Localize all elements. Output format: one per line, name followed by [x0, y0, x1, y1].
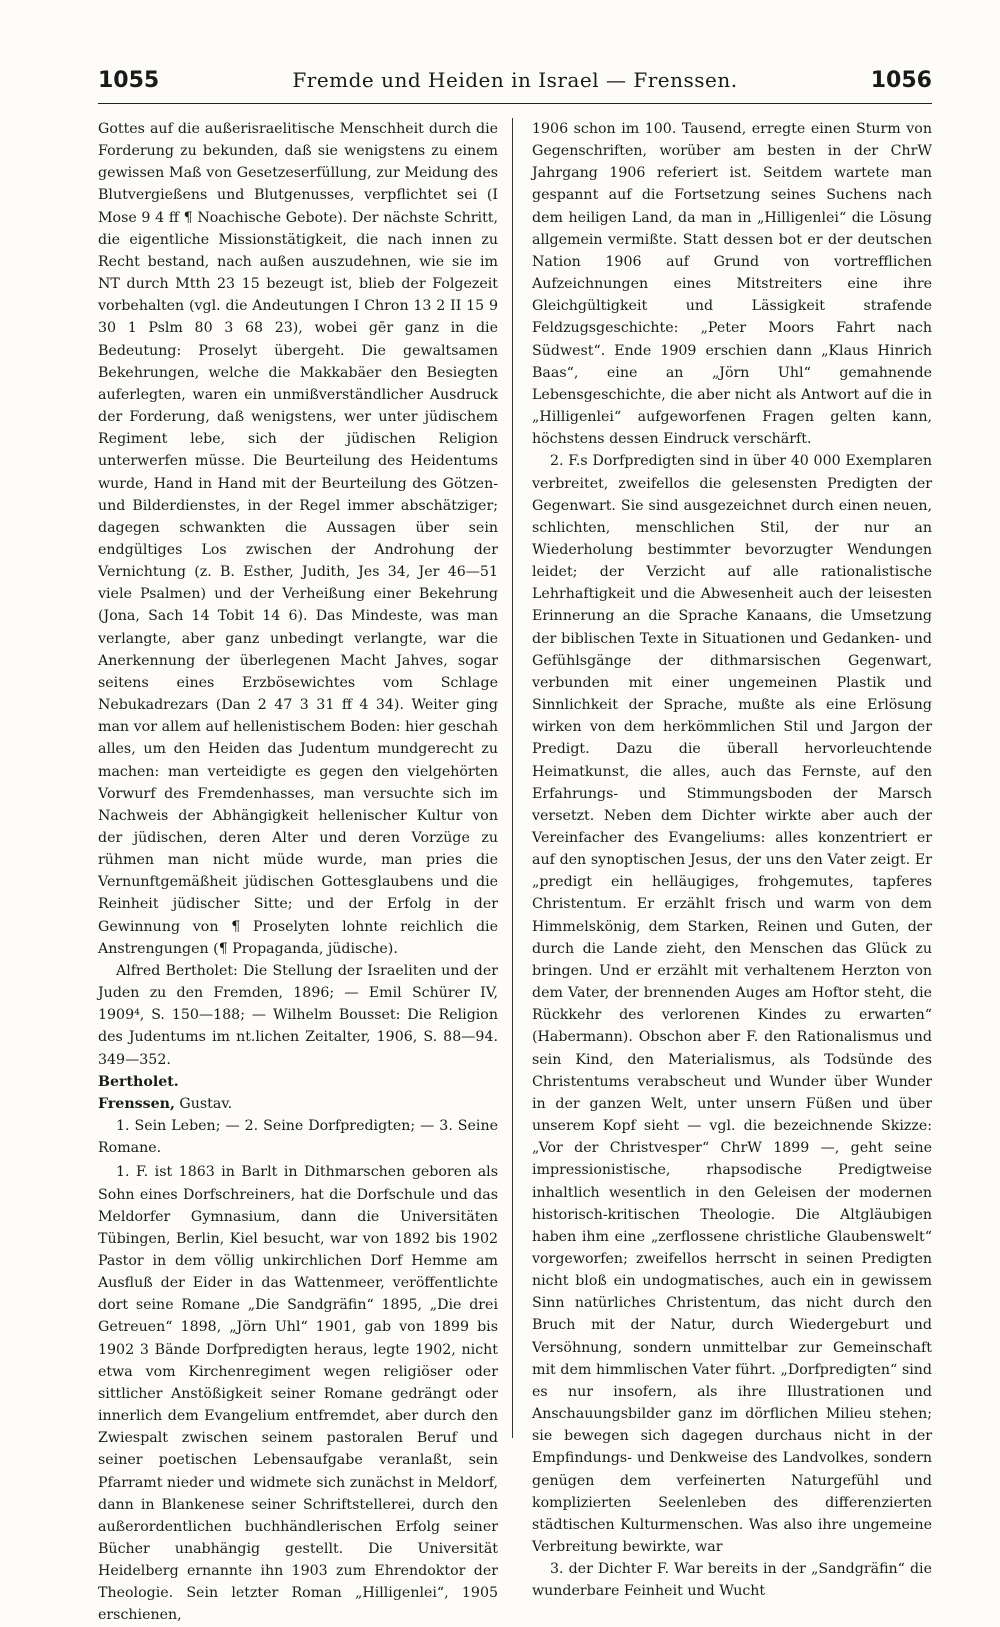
page-number-left: 1055 — [98, 68, 160, 93]
entry-firstname: Gustav. — [179, 1095, 233, 1112]
paragraph: 1. F. ist 1863 in Barlt in Dithmarschen geboren als Sohn eines Dorfschreiners, hat die Dorfschule und das Meldorfer Gymnasium, dann die Universitäten Tübingen, Berlin, Kiel besucht, war von 1892 bis 1902 Pastor in dem völlig unkirchlichen Dorf Hemme am Ausfluß der Eider in das Wattenmeer, veröffentlichte dort seine Romane „Die Sandgräfin“ 1895, „Die drei Getreuen“ 1898, „Jörn Uhl“ 1901, gab von 1899 bis 1902 3 Bände Dorfpredigten heraus, legte 1902, nicht etwa vom Kirchenregiment wegen religiöser oder sittlicher Anstößigkeit seiner Romane gedrängt oder innerlich dem Evangelium entfremdet, aber durch den Zwiespalt zwischen seinem pastoralen Beruf und seiner poetischen Lebensaufgabe veranlaßt, sein Pfarramt nieder und widmete sich zunächst in Meldorf, dann in Blankenese seiner Schriftstellerei, durch den außerordentlichen buchhändlerischen Erfolg seiner Bücher unabhängig gestellt. Die Universität Heidelberg ernannte ihn 1903 zum Ehrendoktor der Theologie. Sein letzter Roman „Hilligenlei“, 1905 erschienen, — [98, 1164, 498, 1624]
text-columns — [98, 118, 932, 1624]
entry-outline: 1. Sein Leben; — 2. Seine Dorfpredigten; — 3. Seine Romane. — [98, 1118, 498, 1157]
page-header — [98, 68, 932, 104]
entry-name: Frenssen, — [98, 1095, 175, 1112]
paragraph: 1906 schon im 100. Tausend, erregte einen Sturm von Gegenschriften, worüber am besten in der ChrW Jahrgang 1906 referiert ist. Seitdem wartete man gespannt auf die Fortsetzung seines Suchens nach dem heiligen Land, da man in „Hilligenlei“ die Lösung allgemein vermißte. Statt dessen bot er der deutschen Nation 1906 auf Grund von vortrefflichen Aufzeichnungen eines Mitstreiters eine ihre Gleichgültigkeit und Lässigkeit strafende Feldzugsgeschichte: „Peter Moors Fahrt nach Südwest“. Ende 1909 erschien dann „Klaus Hinrich Baas“, eine an „Jörn Uhl“ gemahnende Lebensgeschichte, die aber nicht als Antwort auf die in „Hilligenlei“ aufgeworfenen Fragen gelten kann, höchstens dessen Eindruck verschärft. — [532, 121, 932, 448]
page-number-right: 1056 — [870, 68, 932, 93]
left-column — [98, 118, 498, 1624]
paragraph: 2. F.s Dorfpredigten sind in über 40 000 Exemplaren verbreitet, zweifellos die gelesensten Predigten der Gegenwart. Sie sind ausgezeichnet durch einen neuen, schlichten, menschlichen Stil, der nur an Wiederholung bestimmter bevorzugter Wendungen leidet; der Verzicht auf alle rationalistische Lehrhaftigkeit und die Abwesenheit auch der leisesten Erinnerung an die Sprache Kanaans, die Umsetzung der biblischen Texte in Situationen und Gedanken- und Gefühlsgänge der dithmarsischen Gegenwart, verbunden mit einer ungemeinen Plastik und Sinnlichkeit der Sprache, mußte als eine Erlösung wirken von dem herkömmlichen Stil und Jargon der Predigt. Dazu die überall hervorleuchtende Heimatkunst, die alles, auch das Fernste, auf den Erfahrungs- und Stimmungsboden der Marsch versetzt. Neben dem Dichter wirkte aber auch der Vereinfacher des Evangeliums: alles konzentriert er auf den synoptischen Jesus, der uns den Vater zeigt. Er „predigt ein helläugiges, frohgemutes, tapferes Christentum. Er erzählt frisch und warm von dem Himmelskönig, dem Starken, Reinen und Guten, der durch die Lande zieht, den Menschen das Glück zu bringen. Und er erzählt mit verhaltenem Herzton von dem Vater, der brennenden Auges am Hoftor steht, die Rückkehr des verlorenen Kindes zu erwarten“ (Habermann). Obschon aber F. den Rationalismus und sein Kind, den Materialismus, als Todsünde des Christentums verabscheut und Wunder über Wunder in der ganzen Welt, unter unsern Füßen und über unserem Kopf sieht — vgl. die bezeichnende Skizze: „Vor der Christvesper“ ChrW 1899 —, geht seine impressionistische, rhapsodische Predigtweise inhaltlich wesentlich in den Geleisen der modernen historisch-kritischen Theologie. Die Altgläubigen haben ihm eine „zerflossene christliche Glaubenswelt“ vorgeworfen; zweifellos herrscht in seinen Predigten nicht bloß ein undogmatisches, auch ein in gewissem Sinn natürliches Christentum, das nicht durch den Bruch mit der Natur, durch Wiedergeburt und Versöhnung, sondern unmittelbar zur Gemeinschaft mit dem himmlischen Vater führt. „Dorfpredigten“ sind es nur insofern, als ihre Illustrationen und Anschauungsbilder ganz im dörflichen Milieu stehen; sie bewegen sich dagegen durchaus nicht in der Empfindungs- und Denkweise des Landvolkes, sondern genügen dem verfeinerten Naturgefühl und komplizierten Seelenleben des differenzierten städtischen Kulturmenschen. Was also ihre ungemeine Verbreitung bewirkte, war — [532, 453, 932, 1555]
paragraph: 3. der Dichter F. War bereits in der „Sandgräfin“ die wunderbare Feinheit und Wucht — [532, 1561, 932, 1600]
author-signature: Bertholet. — [98, 1073, 179, 1090]
right-column — [532, 118, 932, 1600]
entry-heading — [98, 1093, 498, 1115]
running-title: Fremde und Heiden in Israel — Frenssen. — [292, 68, 738, 92]
paragraph: Gottes auf die außerisraelitische Menschheit durch die Forderung zu bekunden, daß sie wenigstens zu einem gewissen Maß von Gesetzeserfüllung, zur Meidung des Blutvergießens und Blutgenusses, verpflichtet sei (I Mose 9 4 ff ¶ Noachische Gebote). Der nächste Schritt, die eigentliche Missionstätigkeit, die nach innen zu Recht bestand, nach außen auszudehnen, wie sie im NT durch Mtth 23 15 bezeugt ist, blieb der Folgezeit vorbehalten (vgl. die Andeutungen I Chron 13 2 II 15 9 30 1 Pslm 80 3 68 23), wobei gēr ganz in die Bedeutung: Proselyt übergeht. Die gewaltsamen Bekehrungen, welche die Makkabäer den Besiegten auferlegten, waren ein unmißverständlicher Ausdruck der Forderung, daß wenigstens, wer unter jüdischem Regiment lebe, sich der jüdischen Religion unterwerfen müsse. Die Beurteilung des Heidentums wurde, Hand in Hand mit der Beurteilung des Götzen- und Bilderdienstes, in der Regel immer abschätziger; dagegen schwankten die Aussagen über sein endgültiges Los zwischen der Androhung der Vernichtung (z. B. Esther, Judith, Jes 34, Jer 46—51 viele Psalmen) und der Verheißung einer Bekehrung (Jona, Sach 14 Tobit 14 6). Das Mindeste, was man verlangte, aber ganz unbedingt verlangte, war die Anerkennung der überlegenen Macht Jahves, sogar seitens eines Erzbösewichtes vom Schlage Nebukadrezars (Dan 2 47 3 31 ff 4 34). Weiter ging man vor allem auf hellenistischem Boden: hier geschah alles, um den Heiden das Judentum mundgerecht zu machen: man verteidigte es gegen den vielgehörten Vorwurf des Fremdenhasses, man versuchte sich im Nachweis der Abhängigkeit hellenischer Kultur von der jüdischen, deren Alter und deren Vorzüge zu rühmen man nicht müde wurde, man pries die Vernunftgemäßheit jüdischen Gottesglaubens und die Reinheit jüdischer Sitte; und der Erfolg in der Gewinnung von ¶ Proselyten lohnte reichlich die Anstrengungen (¶ Propaganda, jüdische). — [98, 121, 498, 957]
bibliography: Alfred Bertholet: Die Stellung der Israeliten und der Juden zu den Fremden, 1896; — Emil Schürer IV, 1909⁴, S. 150—188; — Wilhelm Bousset: Die Religion des Judentums im nt.lichen Zeitalter, 1906, S. 88—94. 349—352. — [98, 962, 498, 1068]
